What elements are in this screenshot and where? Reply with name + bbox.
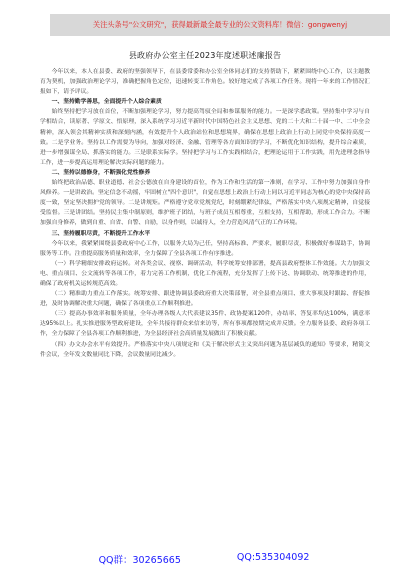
document-title: 县政府办公室主任2023年度述职述廉报告	[128, 51, 282, 60]
paragraph: （一）科学精细安排政府运转。对各类会议、视察、调研活动，科学统筹安排部署，提高县政府整体工作效能。大力加强文电、重点项目、公文流转等各项工作，着力完善工作机制，优化工作流程，充分发挥了上传下达、协调联动、统筹推进的作用，确保了政府机关运转规范高效。	[40, 260, 370, 287]
footer	[0, 552, 408, 570]
paragraph-list	[40, 67, 370, 360]
paragraph: 始终坚持把学习放在首位，不断加强理论学习，努力提高驾驭全局和参谋服务的能力。一是深学悉政策。坚持集中学习与自学相结合，读原著、学原文、悟原理，深入系统学习习近平新时代中国特色社会主义思想、党的二十大和二十届一中、二中全会精神，深入领会其精神实质和深刻内涵，有效提升个人政治站位和思想境界，确保在思想上政治上行动上同党中央保持高度一致。二是学业务。坚持以工作需要为导向，加强对经济、金融、管理等各方面知识的学习，不断优化知识结构，提升综合素质，进一步增强谋全局、抓落实的能力。三是联系实际学。坚持把学习与工作实践相结合，把理论运用于工作实践，用先进理念指导工作，进一步提高运用理论解决实际问题的能力。	[40, 109, 370, 166]
section-heading: 二、坚持以德修身，不断强化党性修养	[51, 169, 151, 176]
paragraph: 今年以来，我紧紧围绕县委政府中心工作，以服务大局为己任，坚持高标准、严要求，履职尽责，积极做好参谋助手，协调服务等工作。注重提高服务质量和效率，全力保障了全县各项工作有序推进。	[40, 240, 370, 257]
section-heading: 一、坚持勤学善思，全面提升个人综合素质	[51, 99, 162, 106]
paragraph: （三）提高办事效率和服务质量，全年办理各级人大代表建议35件、政协提案120件，办结率、答复率均达100%，满意率达95%以上。扎实推进服务型政府建设，全年共接待群众来信来访等，所有事项都按期完成并反馈。全力服务县委、政府各项工作，全力保障了全县各项工作顺利推进，为全县经济社会高质量发展做出了积极贡献。	[40, 311, 370, 338]
qq-group-number: QQ群：30265665	[98, 555, 181, 566]
qq-number: QQ:535304092	[236, 552, 310, 563]
paragraph: （二）精准助力重点工作落实。统筹安排、跟进协调县委政府重大决策部署，对全县重点项目、重大事项及时跟踪、督促推进，及时协调解决重大问题，确保了各项重点工作顺利推进。	[40, 291, 370, 308]
document-body	[40, 40, 370, 540]
section-heading: 三、坚持履职尽责，不断提升工作水平	[51, 230, 151, 237]
paragraph: 始终把政治品德、职业道德、社会公德放在自身建设的首位，作为工作和生活的第一准则，在学习、工作中努力加强自身作风修养。一是讲政治。坚定信念不动摇，牢固树立"四个意识"，自觉在思想上政治上行动上同以习近平同志为核心的党中央保持高度一致，坚定坚决拥护党的领导。二是讲规矩。严格遵守党章党规党纪，时刻绷紧纪律弦，严格落实中央八项规定精神，自觉接受监督。三是讲团结。坚持民主集中制原则，维护班子团结，与班子成员互相尊重，互相支持，互相帮助，形成工作合力。不断加强自身修养，做到自重、自省、自警、自励，以身作则，以诚待人，全力营造风清气正的工作环境。	[40, 180, 370, 227]
paragraph: （四）办文办会水平有效提升。严格落实中央八项规定和《关于解决形式主义突出问题为基层减负的通知》等要求，精简文件会议，全年发文数量同比下降，会议数量同比减少。	[40, 341, 370, 358]
paragraph: 今年以来，本人在县委、政府的坚强领导下，在县委常委和办公室全体同志们的支持帮助下，紧紧围绕中心工作，以主题教育为契机，加强政治理论学习，准确把握角色定位，迅速转变工作角色。较好地完成了各项工作任务。现将一年来的工作情况汇报如下，请予评议。	[40, 69, 370, 96]
banner: 关注头条号"公文研究"，获得最新最全最专业的公文资料库！微信：gongwenyj	[50, 14, 390, 36]
